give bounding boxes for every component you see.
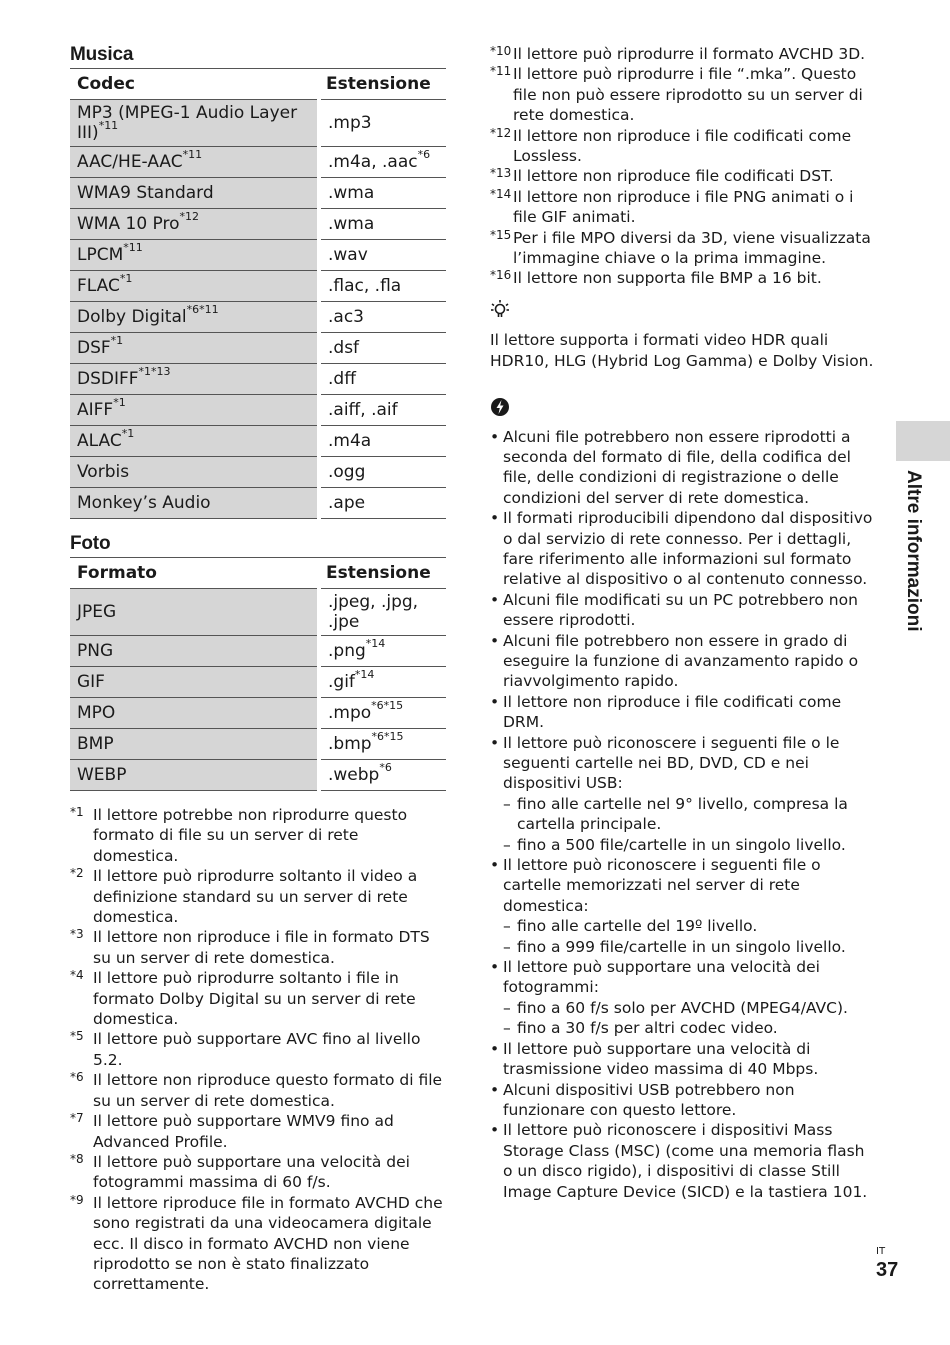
table-row bbox=[70, 426, 446, 457]
list-item-text: Alcuni file potrebbero non essere in grado di eseguire la funzione di avanzamento rapido o riavvolgimento rapido. bbox=[503, 631, 859, 691]
format-cell bbox=[70, 698, 319, 729]
table-row bbox=[70, 760, 446, 791]
note-bullet-list bbox=[490, 427, 875, 1202]
table-row bbox=[70, 667, 446, 698]
format-cell bbox=[70, 488, 319, 519]
extension-value: .ape bbox=[328, 493, 366, 513]
extension-value: .mpo bbox=[328, 703, 372, 723]
table-row bbox=[70, 209, 446, 240]
extension-value: .png bbox=[328, 641, 366, 661]
extension-value: .bmp bbox=[328, 734, 372, 754]
footnote-mark: *3 bbox=[70, 927, 84, 942]
extension-value: .dsf bbox=[328, 338, 360, 358]
table-row bbox=[70, 240, 446, 271]
footnote-item bbox=[70, 968, 446, 1029]
lightbulb-icon bbox=[490, 299, 875, 326]
format-name: Vorbis bbox=[77, 462, 130, 482]
footnotes-right bbox=[490, 44, 875, 289]
extension-value: .ogg bbox=[328, 462, 366, 482]
footnote-mark: *16 bbox=[490, 268, 512, 283]
column-header-format: Formato bbox=[70, 558, 319, 589]
list-item-text: Il lettore può riconoscere i dispositivi Mass Storage Class (MSC) (come una memoria flash o un disco rigido), i dispositivi di classe Still Image Capture Device (SICD) e la tastiera 101. bbox=[503, 1121, 868, 1201]
sub-list-item bbox=[503, 1018, 875, 1038]
page-number-block bbox=[876, 1246, 898, 1282]
sub-list-item-text: fino a 60 f/s solo per AVCHD (MPEG4/AVC). bbox=[517, 998, 848, 1017]
footnote-mark: *15 bbox=[490, 227, 512, 242]
extension-value: .jpeg, .jpg, .jpe bbox=[328, 592, 419, 632]
music-table-body bbox=[70, 100, 446, 519]
extension-value: .wav bbox=[328, 245, 368, 265]
extension-cell bbox=[319, 698, 446, 729]
extension-value: .ac3 bbox=[328, 307, 364, 327]
footnote-text: Il lettore non riproduce i file codificati come Lossless. bbox=[513, 126, 852, 166]
table-row bbox=[70, 395, 446, 426]
left-column bbox=[70, 44, 446, 1295]
footnotes-left bbox=[70, 805, 446, 1295]
side-tab-label: Altre informazioni bbox=[903, 470, 924, 632]
bullet-icon: • bbox=[490, 958, 500, 977]
extension-cell bbox=[319, 589, 446, 636]
format-cell bbox=[70, 457, 319, 488]
format-cell bbox=[70, 209, 319, 240]
footnote-text: Il lettore non riproduce i file in formato DTS su un server di rete domestica. bbox=[93, 928, 430, 967]
list-item bbox=[490, 1120, 875, 1202]
dash-icon: – bbox=[503, 835, 511, 854]
bullet-icon: • bbox=[490, 856, 500, 875]
format-name: DSDIFF bbox=[77, 369, 139, 389]
footnote-item bbox=[70, 1029, 446, 1070]
extension-cell bbox=[319, 333, 446, 364]
footnote-text: Il lettore può riprodurre i file “.mka”. Questo file non può essere riprodotto su un server di rete domestica. bbox=[513, 65, 863, 125]
extension-value: .m4a bbox=[328, 431, 372, 451]
footnote-item bbox=[490, 64, 875, 125]
format-cell bbox=[70, 240, 319, 271]
format-name: AIFF bbox=[77, 400, 114, 420]
footnote-text: Il lettore può supportare WMV9 fino ad Advanced Profile. bbox=[93, 1112, 394, 1151]
extension-cell bbox=[319, 240, 446, 271]
list-item-text: Alcuni dispositivi USB potrebbero non funzionare con questo lettore. bbox=[503, 1080, 795, 1119]
page-language-code: IT bbox=[876, 1246, 886, 1257]
column-header-extension: Estensione bbox=[319, 558, 446, 589]
extension-cell bbox=[319, 488, 446, 519]
format-cell bbox=[70, 364, 319, 395]
list-item-text: Alcuni file potrebbero non essere riprodotti a seconda del formato di file, della codifica del file, delle condizioni di registrazione o delle condizioni del server di rete domestica. bbox=[503, 427, 851, 507]
footnote-ref: *1 bbox=[121, 427, 135, 441]
table-row bbox=[70, 636, 446, 667]
footnote-ref: *11 bbox=[98, 119, 119, 133]
sub-list-item bbox=[503, 794, 875, 835]
format-cell bbox=[70, 147, 319, 178]
extension-value: .wma bbox=[328, 214, 375, 234]
music-table bbox=[70, 68, 446, 519]
format-name: JPEG bbox=[77, 602, 117, 622]
footnote-item bbox=[70, 1070, 446, 1111]
table-header-row bbox=[70, 558, 446, 589]
footnote-item bbox=[70, 866, 446, 927]
format-name: BMP bbox=[77, 734, 114, 754]
table-row bbox=[70, 457, 446, 488]
dash-icon: – bbox=[503, 937, 511, 956]
list-item bbox=[490, 427, 875, 509]
extension-value: .gif bbox=[328, 672, 355, 692]
footnote-mark: *10 bbox=[490, 44, 512, 58]
list-item-text: Il lettore può riconoscere i seguenti file o cartelle memorizzati nel server di rete domestica: bbox=[503, 856, 821, 915]
footnote-ref: *6 bbox=[417, 148, 431, 162]
footnote-text: Il lettore può supportare AVC fino al livello 5.2. bbox=[93, 1030, 421, 1069]
list-item-text: Il formati riproducibili dipendono dal dispositivo o dal servizio di rete connesso. Per i dettagli, fare riferimento alle informazioni sul formato relative al dispositivo o al contenuto connesso. bbox=[503, 509, 873, 589]
format-name: PNG bbox=[77, 641, 114, 661]
footnote-ref: *6*11 bbox=[186, 303, 219, 317]
column-header-extension: Estensione bbox=[319, 69, 446, 100]
extension-value: .flac, .fla bbox=[328, 276, 402, 296]
extension-cell bbox=[319, 302, 446, 333]
sub-list-item-text: fino alle cartelle nel 9° livello, compresa la cartella principale. bbox=[517, 794, 848, 834]
footnote-item bbox=[70, 1193, 446, 1295]
tip-text: Il lettore supporta i formati video HDR quali HDR10, HLG (Hybrid Log Gamma) e Dolby Vision. bbox=[490, 331, 874, 370]
table-row bbox=[70, 488, 446, 519]
extension-cell bbox=[319, 667, 446, 698]
format-name: Monkey’s Audio bbox=[77, 493, 211, 513]
footnote-mark: *11 bbox=[490, 64, 512, 79]
extension-cell bbox=[319, 457, 446, 488]
bullet-icon: • bbox=[490, 1121, 500, 1140]
footnote-item bbox=[490, 268, 875, 288]
bullet-icon: • bbox=[490, 1039, 500, 1058]
list-item-text: Il lettore può riconoscere i seguenti file o le seguenti cartelle nei BD, DVD, CD e nei dispositivi USB: bbox=[503, 733, 840, 793]
footnote-mark: *13 bbox=[490, 166, 512, 181]
extension-cell bbox=[319, 760, 446, 791]
table-row bbox=[70, 698, 446, 729]
footnote-ref: *12 bbox=[179, 210, 200, 224]
music-section-title: Musica bbox=[70, 44, 134, 65]
footnote-mark: *7 bbox=[70, 1111, 84, 1126]
dash-icon: – bbox=[503, 1019, 511, 1038]
dash-icon: – bbox=[503, 917, 511, 936]
dash-icon: – bbox=[503, 794, 511, 813]
extension-value: .webp bbox=[328, 765, 380, 785]
bullet-icon: • bbox=[490, 692, 500, 711]
footnote-text: Il lettore non riproduce questo formato di file su un server di rete domestica. bbox=[93, 1071, 443, 1110]
sub-list-item-text: fino a 999 file/cartelle in un singolo livello. bbox=[517, 937, 846, 956]
footnote-text: Il lettore potrebbe non riprodurre questo formato di file su un server di rete domestica. bbox=[93, 806, 408, 865]
format-name: MP3 (MPEG-1 Audio Layer III) bbox=[77, 103, 298, 143]
footnote-item bbox=[490, 126, 875, 167]
footnote-text: Il lettore può supportare una velocità dei fotogrammi massima di 60 f/s. bbox=[93, 1152, 410, 1192]
list-item bbox=[490, 855, 875, 957]
caution-icon bbox=[490, 397, 875, 422]
format-cell bbox=[70, 395, 319, 426]
footnote-item bbox=[490, 44, 875, 64]
footnote-item bbox=[490, 228, 875, 269]
format-name: FLAC bbox=[77, 276, 120, 296]
table-row bbox=[70, 271, 446, 302]
footnote-ref: *6*15 bbox=[371, 730, 404, 744]
footnote-ref: *1*13 bbox=[138, 365, 171, 379]
footnote-ref: *1 bbox=[113, 396, 126, 410]
footnote-ref: *1 bbox=[110, 334, 124, 348]
extension-value: .dff bbox=[328, 369, 356, 389]
format-name: WMA9 Standard bbox=[77, 183, 214, 203]
footnote-mark: *4 bbox=[70, 968, 84, 983]
bullet-icon: • bbox=[490, 427, 500, 446]
extension-cell bbox=[319, 426, 446, 457]
list-item bbox=[490, 957, 875, 1039]
footnote-mark: *14 bbox=[490, 186, 512, 201]
column-header-codec: Codec bbox=[70, 69, 319, 100]
format-cell bbox=[70, 302, 319, 333]
footnote-mark: *8 bbox=[70, 1151, 84, 1166]
sub-list-item-text: fino a 30 f/s per altri codec video. bbox=[517, 1019, 778, 1038]
list-item bbox=[490, 1080, 875, 1121]
format-name: DSF bbox=[77, 338, 111, 358]
footnote-item bbox=[70, 1111, 446, 1152]
footnote-item bbox=[490, 166, 875, 186]
sub-list-item bbox=[503, 937, 875, 957]
footnote-text: Il lettore può riprodurre soltanto il video a definizione standard su un server di rete domestica. bbox=[93, 867, 418, 927]
format-cell bbox=[70, 271, 319, 302]
sub-list-item bbox=[503, 998, 875, 1018]
extension-value: .mp3 bbox=[328, 113, 372, 133]
table-header-row bbox=[70, 69, 446, 100]
footnote-ref: *11 bbox=[182, 148, 203, 162]
extension-cell bbox=[319, 364, 446, 395]
extension-value: .aiff, .aif bbox=[328, 400, 398, 420]
footnote-mark: *9 bbox=[70, 1192, 84, 1207]
format-name: WMA 10 Pro bbox=[77, 214, 180, 234]
table-row bbox=[70, 302, 446, 333]
footnote-item bbox=[70, 927, 446, 968]
table-row bbox=[70, 333, 446, 364]
footnote-mark: *5 bbox=[70, 1029, 84, 1044]
extension-cell bbox=[319, 729, 446, 760]
footnote-mark: *12 bbox=[490, 125, 512, 140]
footnote-ref: *11 bbox=[123, 241, 143, 255]
format-cell bbox=[70, 667, 319, 698]
extension-cell bbox=[319, 636, 446, 667]
extension-cell bbox=[319, 147, 446, 178]
extension-value: .m4a, .aac bbox=[328, 152, 418, 172]
sub-list-item-text: fino a 500 file/cartelle in un singolo livello. bbox=[517, 835, 846, 854]
page-number: 37 bbox=[876, 1259, 899, 1281]
list-item-text: Il lettore può supportare una velocità dei fotogrammi: bbox=[503, 958, 820, 997]
list-item-text: Il lettore non riproduce i file codificati come DRM. bbox=[503, 692, 842, 732]
format-name: Dolby Digital bbox=[77, 307, 187, 327]
footnote-ref: *14 bbox=[354, 668, 375, 682]
list-item bbox=[490, 631, 875, 692]
format-cell bbox=[70, 178, 319, 209]
sub-list-item bbox=[503, 835, 875, 855]
extension-value: .wma bbox=[328, 183, 375, 203]
table-row bbox=[70, 100, 446, 147]
format-name: MPO bbox=[77, 703, 116, 723]
photo-section-title: Foto bbox=[70, 533, 111, 554]
photo-table-body bbox=[70, 589, 446, 791]
format-cell bbox=[70, 100, 319, 147]
format-name: GIF bbox=[77, 672, 105, 692]
bullet-icon: • bbox=[490, 1080, 500, 1099]
footnote-mark: *6 bbox=[70, 1070, 84, 1085]
list-item-text: Il lettore può supportare una velocità di trasmissione video massima di 40 Mbps. bbox=[503, 1039, 819, 1079]
sub-list-item bbox=[503, 916, 875, 936]
extension-cell bbox=[319, 100, 446, 147]
list-item bbox=[490, 590, 875, 631]
format-cell bbox=[70, 333, 319, 364]
footnote-text: Il lettore può riprodurre soltanto i file in formato Dolby Digital su un server di rete domestica. bbox=[93, 969, 416, 1029]
list-item bbox=[490, 692, 875, 733]
photo-table bbox=[70, 557, 446, 791]
bullet-icon: • bbox=[490, 733, 500, 752]
footnote-text: Il lettore può riprodurre il formato AVCHD 3D. bbox=[513, 45, 866, 63]
list-item bbox=[490, 733, 875, 855]
footnote-text: Il lettore non riproduce file codificati DST. bbox=[513, 167, 834, 186]
footnote-mark: *1 bbox=[70, 805, 84, 819]
footnote-ref: *14 bbox=[365, 637, 386, 651]
format-cell bbox=[70, 636, 319, 667]
footnote-mark: *2 bbox=[70, 866, 84, 881]
footnote-text: Il lettore non supporta file BMP a 16 bit. bbox=[513, 269, 822, 288]
footnote-ref: *6*15 bbox=[371, 699, 404, 713]
right-column bbox=[490, 44, 875, 1202]
footnote-text: Il lettore non riproduce i file PNG animati o i file GIF animati. bbox=[513, 187, 854, 227]
footnote-text: Il lettore riproduce file in formato AVCHD che sono registrati da una videocamera digitale ecc. Il disco in formato AVCHD non viene riprodotto se non è stato finalizzato correttamente. bbox=[93, 1193, 443, 1294]
extension-cell bbox=[319, 178, 446, 209]
list-item bbox=[490, 1039, 875, 1080]
footnote-ref: *1 bbox=[119, 272, 133, 286]
table-row bbox=[70, 729, 446, 760]
footnote-item bbox=[490, 187, 875, 228]
list-item-text: Alcuni file modificati su un PC potrebbero non essere riprodotti. bbox=[503, 590, 858, 630]
table-row bbox=[70, 178, 446, 209]
dash-icon: – bbox=[503, 998, 511, 1017]
table-row bbox=[70, 147, 446, 178]
format-cell bbox=[70, 589, 319, 636]
footnote-text: Per i file MPO diversi da 3D, viene visualizzata l’immagine chiave o la prima immagine. bbox=[513, 228, 871, 268]
bullet-icon: • bbox=[490, 631, 500, 650]
table-row bbox=[70, 364, 446, 395]
format-cell bbox=[70, 426, 319, 457]
side-tab-marker bbox=[896, 421, 950, 461]
footnote-ref: *6 bbox=[379, 761, 392, 775]
format-name: LPCM bbox=[77, 245, 124, 265]
format-cell bbox=[70, 729, 319, 760]
format-name: WEBP bbox=[77, 765, 127, 785]
table-row bbox=[70, 589, 446, 636]
extension-cell bbox=[319, 395, 446, 426]
list-item bbox=[490, 508, 875, 590]
format-cell bbox=[70, 760, 319, 791]
footnote-item bbox=[70, 1152, 446, 1193]
bullet-icon: • bbox=[490, 590, 500, 609]
bullet-icon: • bbox=[490, 509, 500, 528]
extension-cell bbox=[319, 209, 446, 240]
format-name: ALAC bbox=[77, 431, 122, 451]
footnote-item bbox=[70, 805, 446, 866]
sub-list-item-text: fino alle cartelle del 19º livello. bbox=[517, 917, 758, 936]
extension-cell bbox=[319, 271, 446, 302]
format-name: AAC/HE-AAC bbox=[77, 152, 183, 172]
